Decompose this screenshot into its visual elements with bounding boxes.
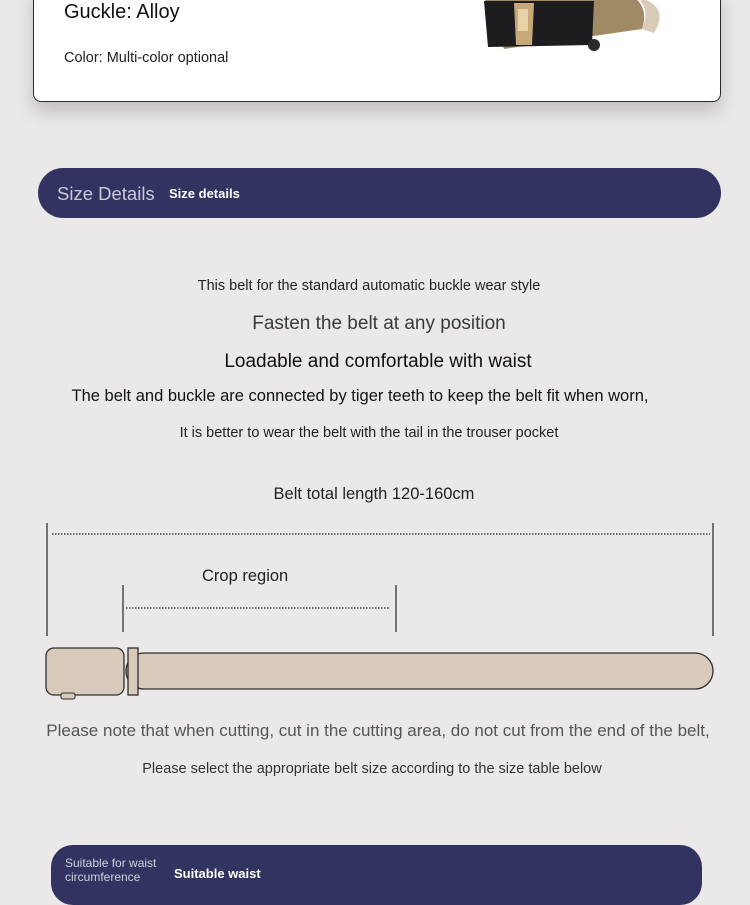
product-card [33, 0, 721, 102]
description-line-5: It is better to wear the belt with the tail in the trouser pocket [179, 425, 559, 441]
belt-diagram [0, 515, 750, 705]
belt-buckle-photo-icon [444, 0, 664, 59]
color-option: Color: Multi-color optional [64, 50, 229, 66]
size-details-banner [38, 168, 721, 218]
description-line-2: Fasten the belt at any position [252, 313, 506, 334]
waist-banner [51, 845, 702, 905]
size-details-subtitle: Size details [169, 186, 240, 201]
size-table-note: Please select the appropriate belt size according to the size table below [142, 761, 602, 777]
belt-buckle [46, 648, 124, 695]
belt-total-length: Belt total length 120-160cm [273, 485, 475, 503]
waist-banner-title: Suitable for waist circumference [65, 856, 157, 884]
buckle-bar [128, 648, 138, 695]
waist-banner-subtitle: Suitable waist [174, 866, 261, 881]
belt-strap [126, 653, 713, 689]
buckle-clasp [61, 693, 75, 699]
size-details-title: Size Details [57, 183, 155, 204]
description-line-3: Loadable and comfortable with waist [224, 351, 532, 372]
cutting-note: Please note that when cutting, cut in the cutting area, do not cut from the end of the belt, [46, 721, 710, 740]
description-line-4: The belt and buckle are connected by tiger teeth to keep the belt fit when worn, [71, 387, 649, 405]
description-line-1: This belt for the standard automatic buckle wear style [197, 278, 541, 294]
crop-region-label: Crop region [202, 567, 289, 585]
buckle-material: Guckle: Alloy [64, 1, 180, 23]
